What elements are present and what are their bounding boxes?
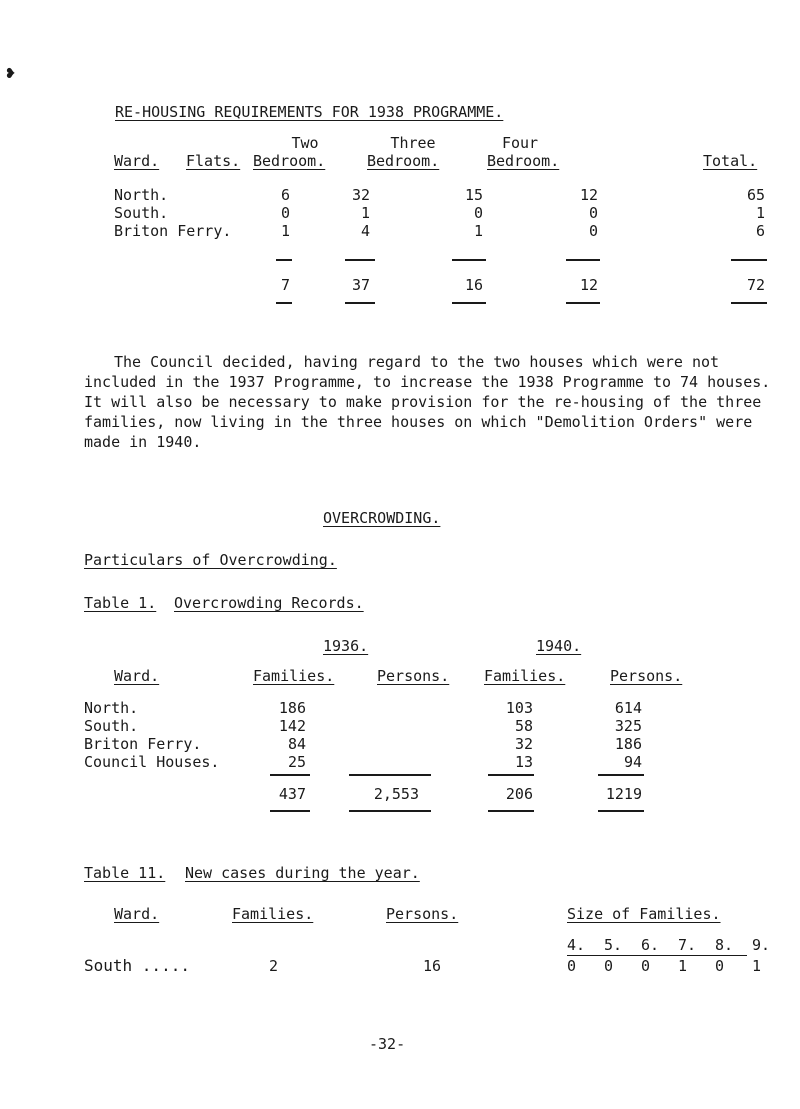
header-two-bedroom: Bedroom. <box>253 152 326 170</box>
council-paragraph: The Council decided, having regard to the two houses which were not included in the 1937 Programme, to increase the 1938 Programme to 74 houses. It will also be necessary to make provision for the re-housing of the three families, now living in the three houses on which "Demolition Orders" were made in 1940. <box>84 353 771 451</box>
particulars-heading: Particulars of Overcrowding. <box>84 551 337 569</box>
sum-rule <box>452 259 486 261</box>
cell-two: 32 <box>351 186 370 204</box>
sum-rule <box>598 774 644 776</box>
cell-families-1936: 142 <box>278 717 306 735</box>
t1-header-persons-1940: Persons. <box>610 667 683 685</box>
total-two: 37 <box>351 276 370 294</box>
cell-persons-1940: 186 <box>614 735 642 753</box>
size-value: 1 <box>752 957 762 975</box>
cell-three: 0 <box>473 204 483 222</box>
size-value: 0 <box>567 957 577 975</box>
cell-four: 0 <box>588 204 598 222</box>
overcrowding-heading: OVERCROWDING. <box>323 509 441 527</box>
t2-header-size: Size of Families. <box>567 905 721 923</box>
cell-ward: South ..... <box>84 956 190 975</box>
sum-rule <box>566 259 600 261</box>
cell-persons-1940: 614 <box>614 699 642 717</box>
year-1940: 1940. <box>536 637 582 655</box>
header-flats: Flats. <box>186 152 241 170</box>
header-total: Total. <box>703 152 758 170</box>
header-four-line1: Four <box>501 134 539 152</box>
stray-mark: ❥ <box>6 63 16 82</box>
total-total: 72 <box>746 276 765 294</box>
header-three-line1: Three <box>390 134 436 152</box>
header-three-bedroom: Bedroom. <box>367 152 440 170</box>
size-label: 6. <box>641 936 660 954</box>
cell-two: 1 <box>360 204 370 222</box>
cell-families-1936: 25 <box>287 753 306 771</box>
cell-ward: South. <box>114 204 169 222</box>
header-two-line1: Two <box>291 134 319 152</box>
sum-rule <box>488 810 534 812</box>
t2-header-families: Families. <box>232 905 314 923</box>
cell-persons-1940: 325 <box>614 717 642 735</box>
cell-flats: 6 <box>280 186 290 204</box>
size-label: 7. <box>678 936 697 954</box>
size-value: 0 <box>641 957 651 975</box>
cell-ward: Briton Ferry. <box>114 222 232 240</box>
total-families-1940: 206 <box>505 785 533 803</box>
sum-rule <box>270 810 310 812</box>
size-value: 0 <box>715 957 725 975</box>
header-ward: Ward. <box>114 152 160 170</box>
cell-total: 6 <box>755 222 765 240</box>
t1-header-families-1940: Families. <box>484 667 566 685</box>
cell-flats: 1 <box>280 222 290 240</box>
cell-ward: Council Houses. <box>84 753 220 771</box>
t2-header-persons: Persons. <box>386 905 459 923</box>
size-label: 5. <box>604 936 623 954</box>
total-families-1936: 437 <box>278 785 306 803</box>
cell-families: 2 <box>268 957 278 975</box>
table1-title: Overcrowding Records. <box>174 594 364 612</box>
cell-persons-1940: 94 <box>623 753 642 771</box>
page-number: -32- <box>369 1035 406 1053</box>
t2-header-ward: Ward. <box>114 905 160 923</box>
sum-rule <box>452 302 486 304</box>
total-persons-1940: 1219 <box>605 785 642 803</box>
cell-flats: 0 <box>280 204 290 222</box>
cell-ward: South. <box>84 717 139 735</box>
cell-ward: North. <box>114 186 169 204</box>
sum-rule <box>488 774 534 776</box>
total-three: 16 <box>464 276 483 294</box>
sum-rule <box>731 302 767 304</box>
table1-label: Table 1. <box>84 594 157 612</box>
t1-header-persons-1936: Persons. <box>377 667 450 685</box>
size-header-row <box>567 936 771 954</box>
cell-persons: 16 <box>422 957 441 975</box>
total-four: 12 <box>579 276 598 294</box>
table2-label: Table 11. <box>84 864 166 882</box>
cell-total: 65 <box>746 186 765 204</box>
sum-rule <box>276 259 292 261</box>
sum-rule <box>345 259 375 261</box>
t1-header-families-1936: Families. <box>253 667 335 685</box>
size-label: 9. <box>752 936 771 954</box>
size-underline <box>567 955 747 956</box>
cell-families-1940: 103 <box>505 699 533 717</box>
cell-four: 0 <box>588 222 598 240</box>
cell-ward: North. <box>84 699 139 717</box>
size-label: 8. <box>715 936 734 954</box>
table2-title: New cases during the year. <box>185 864 420 882</box>
sum-rule <box>345 302 375 304</box>
cell-families-1936: 84 <box>287 735 306 753</box>
sum-rule <box>566 302 600 304</box>
cell-two: 4 <box>360 222 370 240</box>
cell-total: 1 <box>755 204 765 222</box>
page-title: RE-HOUSING REQUIREMENTS FOR 1938 PROGRAMME. <box>115 103 504 121</box>
header-four-bedroom: Bedroom. <box>487 152 560 170</box>
sum-rule <box>731 259 767 261</box>
cell-three: 1 <box>473 222 483 240</box>
cell-families-1940: 58 <box>514 717 533 735</box>
cell-families-1936: 186 <box>278 699 306 717</box>
size-value: 0 <box>604 957 614 975</box>
sum-rule <box>349 774 431 776</box>
sum-rule <box>598 810 644 812</box>
size-value: 1 <box>678 957 688 975</box>
total-flats: 7 <box>280 276 290 294</box>
cell-four: 12 <box>579 186 598 204</box>
cell-ward: Briton Ferry. <box>84 735 202 753</box>
cell-families-1940: 13 <box>514 753 533 771</box>
t1-header-ward: Ward. <box>114 667 160 685</box>
total-persons-1936: 2,553 <box>373 785 419 803</box>
sum-rule <box>276 302 292 304</box>
cell-families-1940: 32 <box>514 735 533 753</box>
sum-rule <box>270 774 310 776</box>
sum-rule <box>349 810 431 812</box>
size-label: 4. <box>567 936 586 954</box>
cell-three: 15 <box>464 186 483 204</box>
year-1936: 1936. <box>323 637 369 655</box>
